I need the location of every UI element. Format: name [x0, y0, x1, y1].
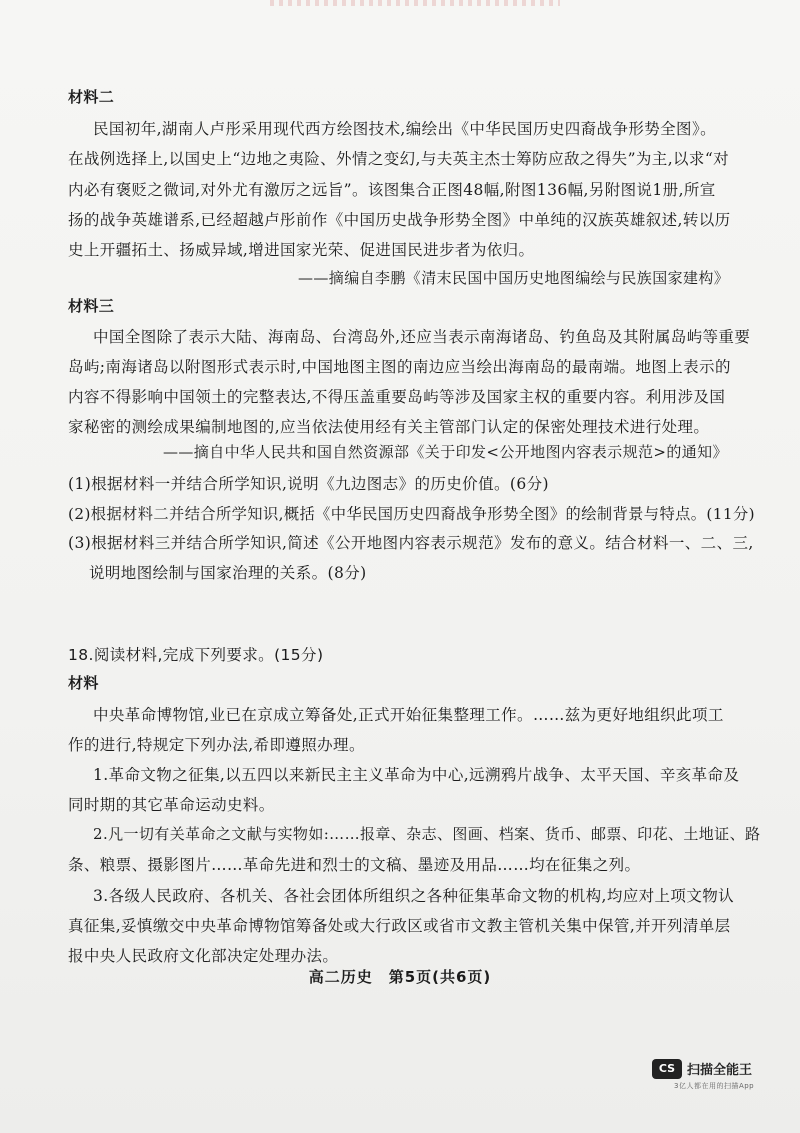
watermark-subtitle: 3亿人都在用的扫描App: [674, 1082, 755, 1090]
scan-artifact: [270, 0, 560, 6]
page-footer: 高二历史 第5页(共6页): [308, 968, 492, 986]
material3-source: ——摘自中华人民共和国自然资源部《关于印发<公开地图内容表示规范>的通知》: [163, 443, 728, 461]
question-1: (1)根据材料一并结合所学知识,说明《九边图志》的历史价值。(6分): [68, 475, 549, 493]
material2-line: 民国初年,湖南人卢彤采用现代西方绘图技术,编绘出《中华民国历史四裔战争形势全图》。: [93, 120, 717, 138]
q18-line: 2.凡一切有关革命之文献与实物如:……报章、杂志、图画、档案、货币、邮票、印花、土地证、路: [93, 825, 761, 843]
question-18-title: 18.阅读材料,完成下列要求。(15分): [68, 646, 324, 664]
material2-line: 史上开疆拓土、扬威异域,增进国家光荣、促进国民进步者为依归。: [68, 241, 535, 259]
material3-line: 家秘密的测绘成果编制地图的,应当依法使用经有关主管部门认定的保密处理技术进行处理。: [68, 418, 710, 436]
q18-line: 作的进行,特规定下列办法,希即遵照办理。: [68, 736, 365, 754]
q18-line: 报中央人民政府文化部决定处理办法。: [68, 947, 339, 965]
q18-line: 1.革命文物之征集,以五四以来新民主主义革命为中心,远溯鸦片战争、太平天国、辛亥革命及: [93, 766, 740, 784]
watermark-name: 扫描全能王: [687, 1063, 753, 1078]
material2-line: 扬的战争英雄谱系,已经超越卢彤前作《中国历史战争形势全图》中单纯的汉族英雄叙述,转以历: [68, 211, 731, 229]
q18-material-heading: 材料: [68, 674, 99, 692]
question-2: (2)根据材料二并结合所学知识,概括《中华民国历史四裔战争形势全图》的绘制背景与特点。(11分): [68, 505, 755, 523]
material3-line: 内容不得影响中国领土的完整表达,不得压盖重要岛屿等涉及国家主权的重要内容。利用涉及国: [68, 388, 726, 406]
q18-line: 3.各级人民政府、各机关、各社会团体所组织之各种征集革命文物的机构,均应对上项文物认: [93, 887, 735, 905]
q18-line: 同时期的其它革命运动史料。: [68, 796, 275, 814]
material2-source: ——摘编自李鹏《清末民国中国历史地图编绘与民族国家建构》: [298, 269, 730, 287]
material3-heading: 材料三: [68, 297, 115, 315]
question-3-cont: 说明地图绘制与国家治理的关系。(8分): [89, 564, 367, 582]
material2-line: 内必有褒贬之微词,对外尤有激厉之远旨”。该图集合正图48幅,附图136幅,另附图说1册,所宣: [68, 181, 716, 199]
question-3: (3)根据材料三并结合所学知识,简述《公开地图内容表示规范》发布的意义。结合材料一、二、三,: [68, 534, 754, 552]
q18-line: 真征集,妥慎缴交中央革命博物馆筹备处或大行政区或省市文教主管机关集中保管,并开列清单层: [68, 917, 731, 935]
material2-line: 在战例选择上,以国史上“边地之夷险、外情之变幻,与夫英主杰士筹防应敌之得失”为主,以求“对: [68, 150, 730, 168]
material2-heading: 材料二: [68, 88, 115, 106]
camscanner-logo-icon: CS: [652, 1059, 682, 1079]
q18-line: 条、粮票、摄影图片……革命先进和烈士的文稿、墨迹及用品……均在征集之列。: [68, 856, 641, 874]
q18-line: 中央革命博物馆,业已在京成立筹备处,正式开始征集整理工作。……兹为更好地组织此项工: [93, 706, 724, 724]
material3-line: 岛屿;南海诸岛以附图形式表示时,中国地图主图的南边应当绘出海南岛的最南端。地图上表示的: [68, 358, 731, 376]
material3-line: 中国全图除了表示大陆、海南岛、台湾岛外,还应当表示南海诸岛、钓鱼岛及其附属岛屿等重要: [93, 328, 751, 346]
scanner-watermark: [652, 1057, 792, 1097]
